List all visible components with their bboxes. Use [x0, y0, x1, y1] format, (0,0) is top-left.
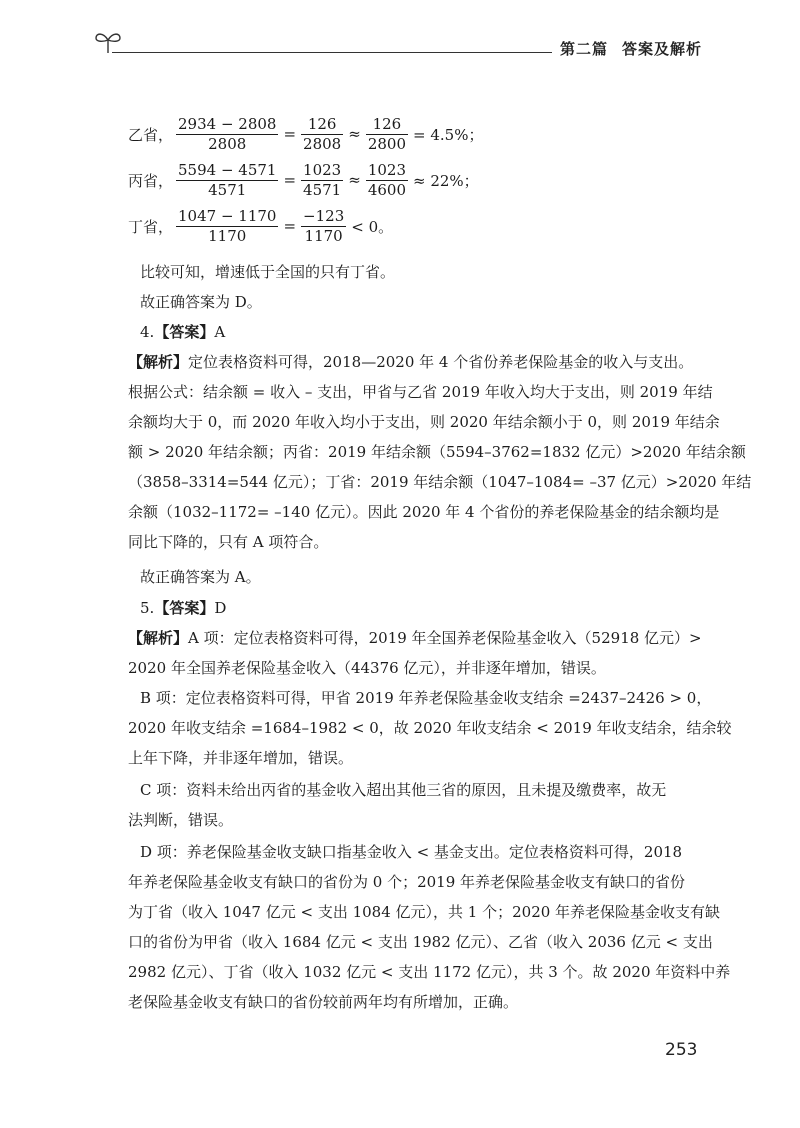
header-title: 答案及解析	[622, 40, 703, 58]
header-part: 第二篇	[560, 40, 609, 58]
denominator: 1170	[304, 226, 343, 245]
question-4-answer	[140, 322, 716, 342]
denominator: 2800	[367, 134, 406, 153]
denominator: 2808	[303, 134, 342, 153]
text-line: 余额均大于 0，而 2020 年收入均小于支出，则 2020 年结余额小于 0，则 2019 年结余	[128, 413, 720, 431]
text-line: 2020 年收支结余 =1684–1982 < 0，故 2020 年收支结余 < 2019 年收支结余，结余较	[128, 719, 732, 737]
numerator: 1023	[367, 160, 406, 179]
answer-bracket: 【答案】	[154, 323, 215, 341]
operator: =	[283, 125, 297, 143]
numerator: 5594 − 4571	[178, 160, 277, 179]
text-line: 余额（1032–1172= –140 亿元）。因此 2020 年 4 个省份的养老保险基金的结余额均是	[128, 503, 720, 521]
text-line: C 项：资料未给出丙省的基金收入超出其他三省的原因，且未提及缴费率，故无	[140, 781, 667, 799]
fraction	[176, 207, 278, 246]
numerator: 126	[372, 114, 402, 133]
fraction	[366, 161, 408, 200]
numerator: 2934 − 2808	[178, 114, 277, 133]
numerator: 1023	[303, 160, 342, 179]
analysis-text: A 项：定位表格资料可得，2019 年全国养老保险基金收入（52918 亿元）>	[188, 629, 702, 647]
text-line: 2020 年全国养老保险基金收入（44376 亿元），并非逐年增加，错误。	[128, 659, 606, 677]
fraction	[301, 115, 343, 154]
numerator: 1047 − 1170	[178, 206, 277, 225]
text-line: 老保险基金收支有缺口的省份较前两年均有所增加，正确。	[128, 993, 519, 1011]
running-header	[560, 38, 702, 59]
text-line: 根据公式：结余额 = 收入 – 支出，甲省与乙省 2019 年收入均大于支出，则 2019 年结	[128, 383, 713, 401]
text-line: D 项：养老保险基金收支缺口指基金收入 < 基金支出。定位表格资料可得，2018	[140, 843, 683, 861]
question-number: 5.	[140, 599, 155, 617]
text-line: 法判断，错误。	[128, 811, 234, 829]
numerator: 126	[307, 114, 337, 133]
fraction	[301, 207, 346, 246]
sprout-icon	[92, 28, 124, 54]
answer-bracket: 【答案】	[154, 599, 215, 617]
text-line: （3858–3314=544 亿元）；丁省：2019 年结余额（1047–1084= –37 亿元）>2020 年结	[128, 473, 752, 491]
numerator: −123	[303, 206, 345, 225]
text-line: 年养老保险基金收支有缺口的省份为 0 个；2019 年养老保险基金收支有缺口的省份	[128, 873, 686, 891]
fraction	[301, 161, 343, 200]
answer-value: D	[214, 599, 227, 617]
analysis-line	[128, 352, 704, 372]
page-number: 253	[665, 1040, 698, 1060]
calc-label: 丙省，	[128, 171, 174, 190]
analysis-line	[128, 628, 704, 648]
question-5-answer	[140, 598, 716, 618]
calc-row-bing	[128, 156, 481, 204]
fraction	[176, 115, 278, 154]
analysis-bracket: 【解析】	[128, 353, 189, 371]
denominator: 4571	[208, 180, 247, 199]
text-line: 故正确答案为 A。	[140, 568, 261, 586]
text-line: 为丁省（收入 1047 亿元 < 支出 1084 亿元），共 1 个；2020 年养老保险基金收支有缺	[128, 903, 721, 921]
text-line: 上年下降，并非逐年增加，错误。	[128, 749, 354, 767]
operator: ≈	[348, 125, 361, 143]
denominator: 2808	[208, 134, 247, 153]
operator: =	[283, 171, 297, 189]
text-line: 额 > 2020 年结余额；丙省：2019 年结余额（5594–3762=1832 亿元）>2020 年结余额	[128, 443, 746, 461]
calc-result: = 4.5%；	[413, 125, 484, 144]
calc-result: ≈ 22%；	[413, 171, 479, 190]
analysis-bracket: 【解析】	[128, 629, 189, 647]
answer-value: A	[214, 323, 226, 341]
text-line: 故正确答案为 D。	[140, 293, 262, 311]
operator: =	[283, 217, 297, 235]
calc-label: 乙省，	[128, 125, 174, 144]
calc-row-yi	[128, 110, 485, 158]
text-line: B 项：定位表格资料可得，甲省 2019 年养老保险基金收支结余 =2437–2426 > 0，	[140, 689, 712, 707]
calc-row-ding	[128, 202, 395, 250]
header-rule	[112, 52, 552, 53]
text-line: 2982 亿元）、丁省（收入 1032 亿元 < 支出 1172 亿元），共 3 个。故 2020 年资料中养	[128, 963, 731, 981]
calc-result: < 0。	[351, 217, 394, 236]
denominator: 4600	[367, 180, 406, 199]
denominator: 1170	[208, 226, 247, 245]
fraction	[176, 161, 278, 200]
fraction	[366, 115, 408, 154]
analysis-text: 定位表格资料可得，2018—2020 年 4 个省份养老保险基金的收入与支出。	[188, 353, 694, 371]
text-line: 比较可知，增速低于全国的只有丁省。	[140, 263, 396, 281]
calc-label: 丁省，	[128, 217, 174, 236]
operator: ≈	[348, 171, 361, 189]
text-line: 同比下降的，只有 A 项符合。	[128, 533, 329, 551]
denominator: 4571	[303, 180, 342, 199]
question-number: 4.	[140, 323, 155, 341]
text-line: 口的省份为甲省（收入 1684 亿元 < 支出 1982 亿元）、乙省（收入 2036 亿元 < 支出	[128, 933, 713, 951]
